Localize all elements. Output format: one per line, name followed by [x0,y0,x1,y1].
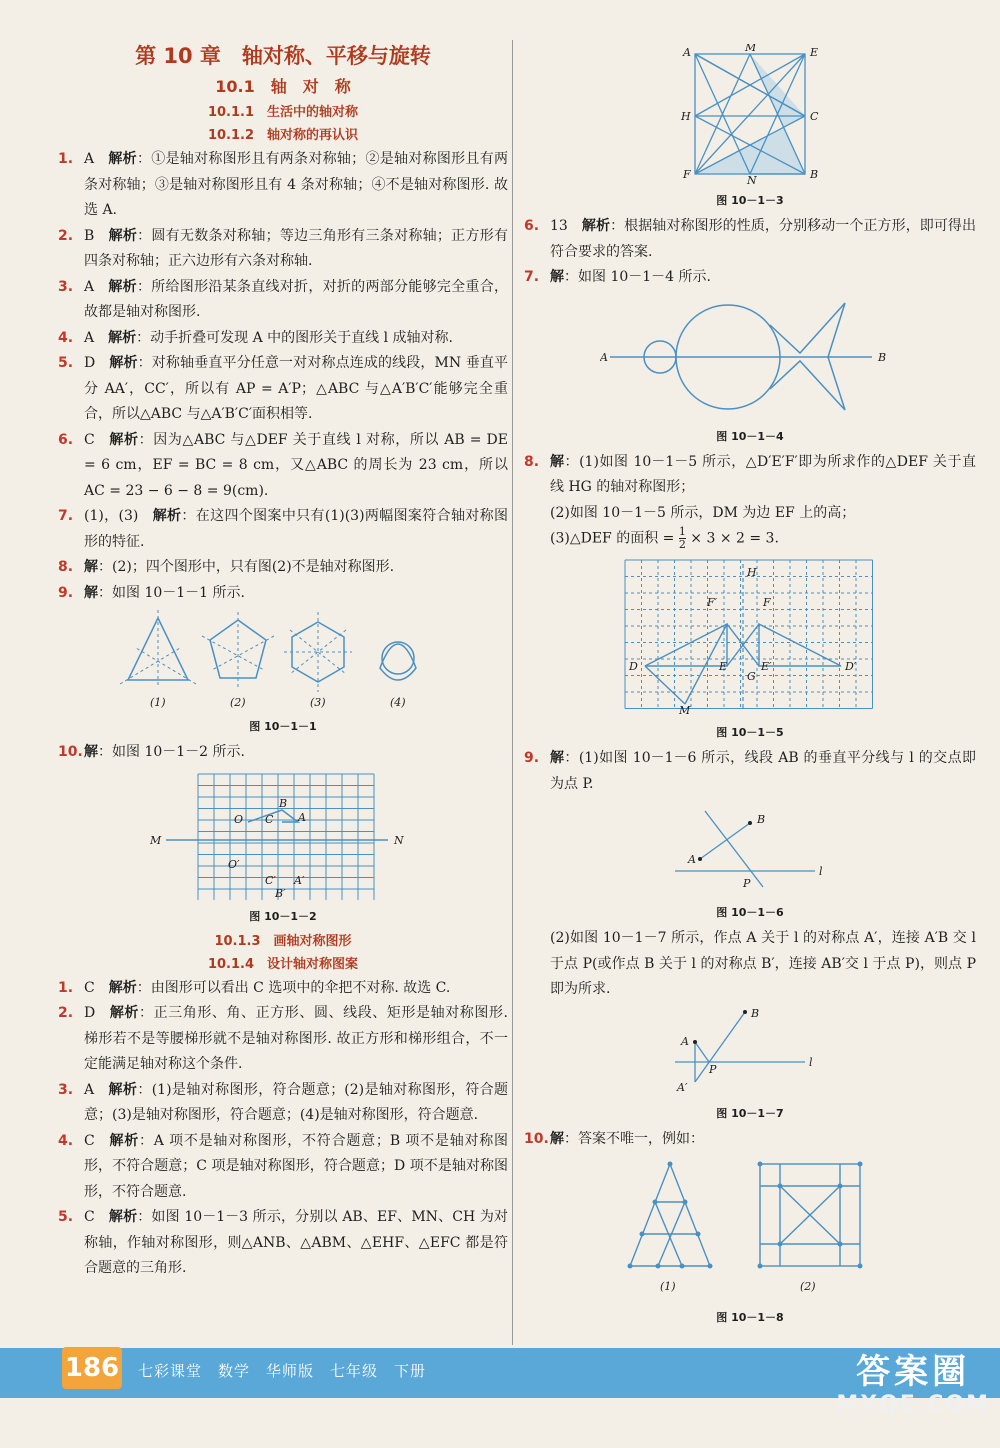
subsection-title: 10.1.2 轴对称的再认识 [207,128,359,143]
point-label: C′ [265,873,276,887]
answer-item [58,351,508,428]
item-number: 1. [58,151,74,167]
figure-caption: 图 10－1－6 [716,906,784,919]
figure-10-1-3 [524,44,976,188]
point-label: G [747,670,756,683]
point-label: B [279,796,288,810]
subsection-title: 10.1.4 设计轴对称图案 [207,956,359,972]
answer-item [58,581,508,607]
item-label: 解析 [108,227,138,244]
item-text: ：如图 10－1－1 所示. [98,584,245,601]
answer-item [58,504,508,555]
answer-list [58,147,508,606]
answer-choice: 13 [550,218,568,234]
item-label: 解析 [108,431,139,448]
item-number: 3. [58,1081,74,1098]
answer-item [524,265,976,291]
point-label: M [679,704,691,716]
item-text: × 3 × 2 = 3. [685,530,779,547]
answer-item [58,555,508,581]
item-text: (2)如图 10－1－5 所示，DM 为边 EF 上的高； [550,504,856,521]
figure-caption: 图 10－1－2 [249,909,317,923]
item-label: 解 [550,750,565,766]
point-label: E′ [761,660,772,673]
point-label: B′ [275,886,286,900]
figure-caption: 图 10－1－4 [716,429,784,443]
answer-choice: C [84,431,95,448]
figure-label: (2) [230,696,246,709]
book-title: 七彩课堂 数学 华师版 七年级 下册 [138,1362,427,1380]
item-text: ：①是轴对称图形且有两条对称轴；②是轴对称图形且有两条对称轴；③是轴对称图形且有 4 条对称轴；④不是轴对称图形. 故选 A. [84,151,508,218]
subsection-title: 10.1.1 生活中的轴对称 [207,105,359,120]
point-label: B [751,1006,760,1020]
figure-label: (1) [150,696,166,709]
item-text: ：因为△ABC 与△DEF 关于直线 l 对称，所以 AB = DE = 6 cm，EF = BC = 8 cm，又△ABC 的周长为 23 cm，所以 AC = 23 − 6 − 8 = 9(cm). [84,431,508,499]
item-number: 10. [58,744,83,760]
item-number: 8. [58,559,74,575]
item-label: 解析 [108,979,137,996]
item-text: ：正三角形、角、正方形、圆、线段、矩形是轴对称图形. 梯形若不是等腰梯形就不是轴对称图形. 故正方形和梯形组合，不一定能满足轴对称这个条件. [84,1005,508,1072]
figure-caption: 图 10－1－5 [716,726,784,739]
symmetric-shapes-figure [118,610,448,710]
figure-10-1-7 [524,1007,976,1101]
item-text: ：(1)如图 10－1－6 所示，线段 AB 的垂直平分线与 l 的交点即为点 P. [550,750,976,792]
item-number: 6. [524,218,540,234]
figure-caption: 图 10－1－8 [716,1311,784,1324]
item-number: 6. [58,431,74,448]
item-text: ：答案不唯一，例如： [564,1130,704,1147]
item-number: 8. [524,453,540,470]
item-label: 解析 [108,1209,138,1225]
item-label: 解析 [109,1005,139,1021]
point-label: A [600,350,608,364]
answer-item [58,740,508,766]
point-label: P [743,877,751,890]
item-number: 4. [58,1132,74,1149]
answer-list [58,976,508,1282]
point-label: l [809,1055,813,1069]
point-label: A [688,853,696,866]
answer-choice: D [84,1005,96,1021]
item-text: ：(1)是轴对称图形，符合题意；(2)是轴对称图形，符合题意；(3)是轴对称图形，符合题意；(4)是轴对称图形，符合题意. [84,1081,508,1123]
item-number: 5. [58,355,74,371]
answer-item [524,746,976,797]
figure-caption: 图 10－1－3 [716,194,784,207]
point-label: C [810,110,819,123]
item-label: 解析 [108,329,137,346]
subsection-title: 10.1.3 画轴对称图形 [214,933,352,949]
item-text: ：A 项不是轴对称图形，不符合题意；B 项不是轴对称图形，不符合题意；C 项是轴对称图形，符合题意；D 项不是轴对称图形，不符合题意. [84,1132,508,1200]
square-triangles-figure [665,44,835,184]
figure-caption: 图 10－1－7 [716,1106,784,1120]
answer-item [58,1001,508,1078]
figure-10-1-5 [524,556,976,720]
figure-label: (4) [390,696,406,709]
point-label: A [683,46,691,59]
point-label: P [709,1062,717,1076]
answer-item [524,214,976,265]
item-text: ：在这四个图案中只有(1)(3)两幅图案符合轴对称图形的特征. [84,508,508,550]
answer-item [524,926,976,1003]
point-label: M [745,44,757,54]
answer-choice: A [84,278,95,295]
answer-list [524,214,976,291]
item-text: (3)△DEF 的面积 = [550,530,679,547]
point-label: F [763,596,771,609]
point-label: C [265,812,274,826]
left-column [58,40,508,1282]
item-label: 解析 [581,218,611,234]
item-label: 解析 [108,1132,140,1149]
item-label: 解析 [109,355,138,371]
item-label: 解析 [152,508,182,524]
point-label: O′ [228,857,240,871]
answer-item [58,224,508,275]
item-label: 解 [550,1130,564,1147]
item-text: ：(2)；四个图形中，只有图(2)不是轴对称图形. [98,559,395,575]
answer-choice: C [84,1209,95,1225]
item-number: 3. [58,278,74,295]
item-label: 解 [550,269,564,285]
point-label: A′ [677,1080,688,1094]
answer-item [58,1078,508,1129]
item-number: 7. [58,508,74,524]
answer-choice: (1)，(3) [84,508,139,524]
item-number: 4. [58,329,74,346]
figure-label: (3) [310,696,326,709]
item-number: 10. [524,1130,549,1147]
answer-item [524,450,976,553]
figure-10-1-6 [524,801,976,900]
column-divider [512,40,513,1345]
item-number: 7. [524,269,540,285]
fish-figure [600,295,900,420]
figure-10-1-2 [58,770,508,904]
item-text: ：(1)如图 10－1－5 所示，△D′E′F′即为所求作的△DEF 关于直线 HG 的轴对称图形； [550,453,977,495]
figure-10-1-4 [524,295,976,424]
point-label: B [878,350,887,364]
grid-reflection-figure [148,770,418,900]
item-number: 2. [58,227,74,244]
item-number: 1. [58,979,74,996]
point-label: B [810,168,819,181]
answer-item [58,326,508,352]
item-text: ：由图形可以看出 C 选项中的伞把不对称. 故选 C. [136,979,451,996]
point-label: F [683,168,691,181]
item-number: 2. [58,1005,74,1021]
fraction: $\frac{1}{2}$ [678,525,686,551]
item-text: ：如图 10－1－3 所示，分别以 AB、EF、MN、CH 为对称轴，作轴对称图形，则△ANB、△ABM、△EHF、△EFC 都是符合题意的三角形. [84,1209,508,1276]
item-text: ：所给图形沿某条直线对折，对折的两部分能够完全重合，故都是轴对称图形. [84,278,508,320]
figure-10-1-8 [524,1156,976,1305]
answer-choice: B [84,227,95,244]
point-label: F′ [707,596,718,609]
item-label: 解 [84,584,98,601]
answer-item [58,275,508,326]
point-label: A′ [294,873,305,887]
answer-choice: A [84,1081,95,1098]
answer-choice: A [84,151,95,167]
section-title: 10.1 轴 对 称 [215,77,351,96]
answer-item [524,1127,976,1153]
point-label: N [394,833,404,847]
design-patterns-figure [620,1156,880,1301]
point-label: l [819,865,823,878]
point-label: D [629,660,638,673]
answer-choice: A [84,329,95,346]
item-text: (2)如图 10－1－7 所示，作点 A 关于 l 的对称点 A′，连接 A′B 交 l 于点 P(或作点 B 关于 l 的对称点 B′，连接 AB′交 l 于点 P)，则点 P 即为所求. [550,930,976,997]
point-label: H [681,110,691,123]
item-text: ：圆有无数条对称轴；等边三角形有三条对称轴；正方形有四条对称轴；正六边形有六条对称轴. [84,227,509,269]
point-label: D′ [845,660,857,673]
point-label: A [681,1034,689,1048]
item-number: 9. [524,750,540,766]
item-text: ：如图 10－1－2 所示. [98,744,245,760]
item-number: 9. [58,584,74,601]
answer-choice: C [84,979,95,996]
item-text: ：如图 10－1－4 所示. [564,269,711,285]
figure-label: (2) [800,1280,816,1293]
item-label: 解析 [108,151,137,167]
perpendicular-bisector-figure [665,801,835,896]
chapter-title: 第 10 章 轴对称、平移与旋转 [135,44,431,68]
item-label: 解析 [108,278,137,295]
point-label: M [150,833,162,847]
figure-label: (1) [660,1280,676,1293]
answer-item [58,1205,508,1282]
item-text: ：对称轴垂直平分任意一对对称点连成的线段，MN 垂直平分 AA′，CC′，所以有 AP = A′P；△ABC 与△A′B′C′能够完全重合，所以△ABC 与△A′B′C′面积相等. [84,355,508,422]
page-number: 186 [62,1347,122,1389]
item-text: ：动手折叠可发现 A 中的图形关于直线 l 成轴对称. [136,329,453,346]
figure-caption: 图 10－1－1 [249,720,317,733]
answer-item [58,1129,508,1206]
answer-item [58,428,508,505]
figure-10-1-1 [58,610,508,714]
item-label: 解 [84,559,98,575]
answer-item [58,147,508,224]
answer-item [58,976,508,1002]
point-label: A [298,810,306,824]
reflection-path-figure [665,1007,835,1097]
item-text: ：根据轴对称图形的性质，分别移动一个正方形，即可得出符合要求的答案. [550,218,977,260]
point-label: E [810,46,819,59]
point-label: O [234,812,244,826]
point-label: H [747,566,757,579]
grid-triangle-figure [615,556,885,716]
item-label: 解 [84,744,98,760]
watermark-logo: 答案圈 MXQE.COM [836,1352,990,1417]
right-column [524,40,976,1331]
item-label: 解析 [108,1081,138,1098]
answer-choice: C [84,1132,95,1149]
point-label: E [719,660,728,673]
point-label: B [757,813,766,826]
item-label: 解 [550,453,565,470]
item-number: 5. [58,1209,74,1225]
point-label: N [747,174,757,184]
answer-choice: D [84,355,96,371]
